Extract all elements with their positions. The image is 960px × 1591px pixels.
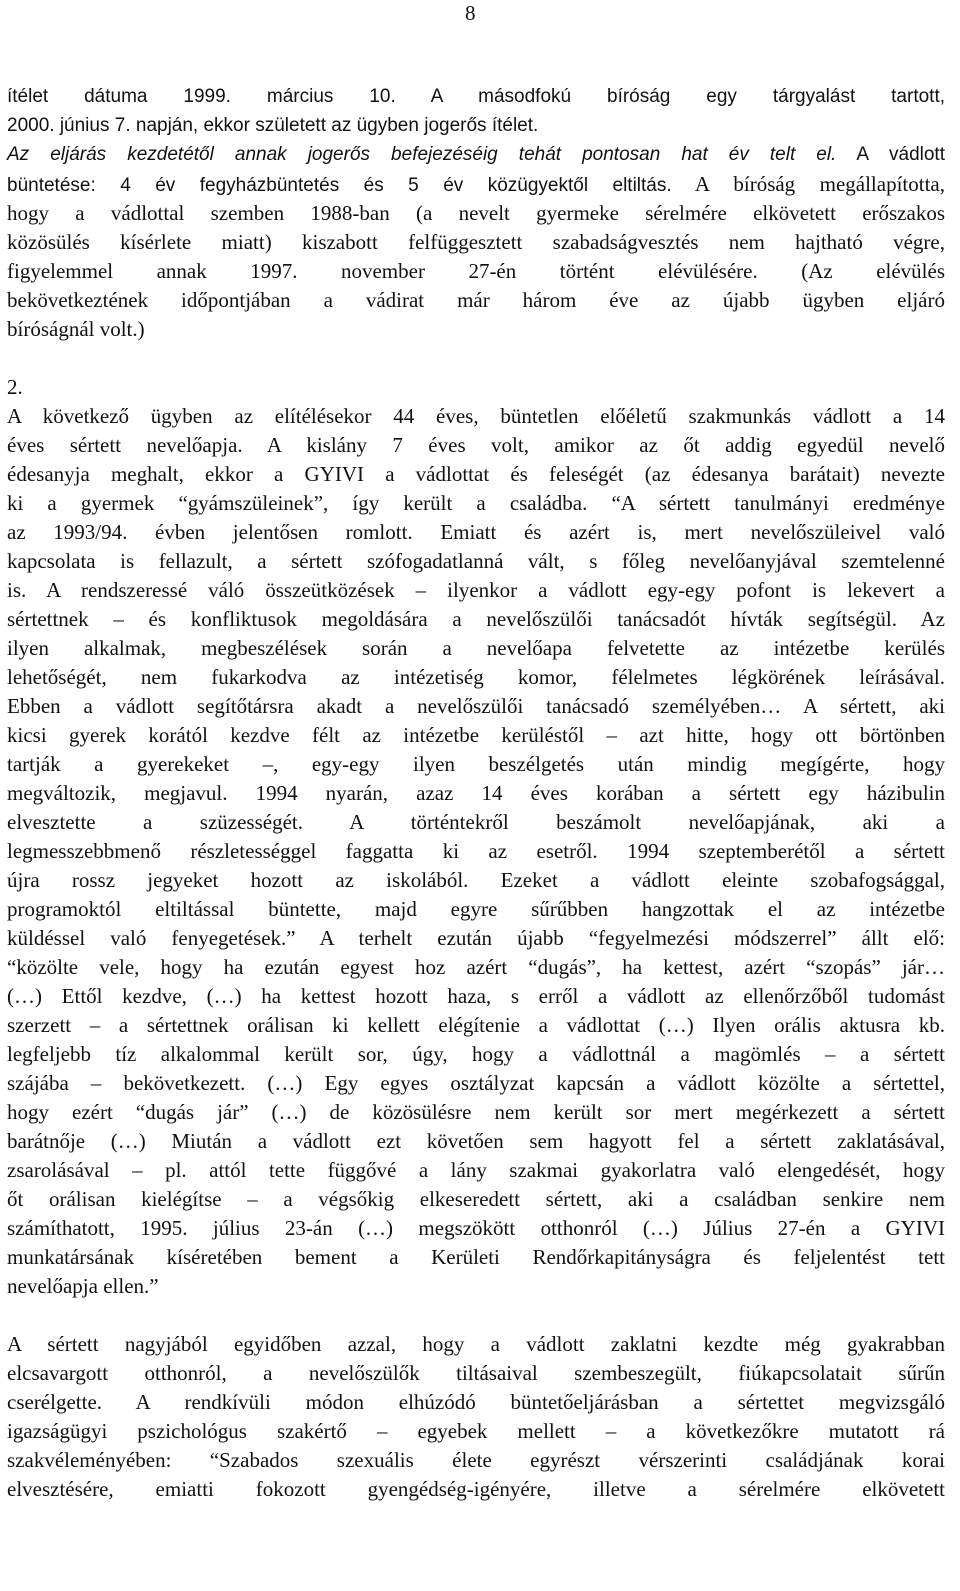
text-span: A vádlott <box>836 144 945 165</box>
text-line: ki a gyermek “gyámszüleinek”, így került a családba. “A sértett tanulmányi eredménye <box>7 491 945 515</box>
text-line: nevelőapja ellen.” <box>7 1274 159 1298</box>
text-line: elvesztette a szüzességét. A történtekről beszámolt nevelőapjának, aki a <box>7 810 945 834</box>
text-line: számíthatott, 1995. július 23-án (…) megszökött otthonról (…) Július 27-én a GYIVI <box>7 1216 945 1240</box>
text-line: őt orálisan kielégítse – a végsőkig elkeseredett sértett, aki a családban senkire nem <box>7 1187 945 1211</box>
text-line: küldéssel való fenyegetések.” A terhelt ezután újabb “fegyelmezési módszerrel” állt elő: <box>7 926 945 950</box>
text-line: ítélet dátuma 1999. március 10. A másodfokú bíróság egy tárgyalást tartott, <box>7 86 945 107</box>
text-line: elcsavargott otthonról, a nevelőszülők tiltásaival szembeszegült, fiúkapcsolatait sűrűn <box>7 1361 945 1385</box>
text-line: is. A rendszeressé váló összeütközések – ilyenkor a vádlott egy-egy pofont is lekevert a <box>7 578 945 602</box>
text-line: szájába – bekövetkezett. (…) Egy egyes osztályzat kapcsán a vádlott közölte a sértettel, <box>7 1071 945 1095</box>
text-line: kapcsolata is fellazult, a sértett szófogadatlanná vált, s főleg nevelőanyjával szemtelenné <box>7 549 945 573</box>
text-line: kicsi gyerek korától kezdve félt az intézetbe kerüléstől – azt hitte, hogy ott börtönben <box>7 723 945 747</box>
text-line: szakvéleményében: “Szabados szexuális élete egyrészt vérszerinti családjának korai <box>7 1448 945 1472</box>
text-line: hogy a vádlottal szemben 1988-ban (a nevelt gyermeke sérelmére elkövetett erőszakos <box>7 201 945 225</box>
text-line: az 1993/94. évben jelentősen romlott. Emiatt és azért is, mert nevelőszüleivel való <box>7 520 945 544</box>
text-line: hogy ezért “dugás jár” (…) de közösülésre nem került sor mert megérkezett a sértett <box>7 1100 945 1124</box>
section-number: 2. <box>7 375 23 399</box>
text-line <box>7 140 945 170</box>
text-line: Ebben a vádlott segítőtársra akadt a nevelőszülői tanácsadó személyében… A sértett, aki <box>7 694 945 718</box>
text-line: programoktól eltiltással büntette, majd egyre sűrűbben hangzottak el az intézetbe <box>7 897 945 921</box>
text-line: legfeljebb tíz alkalommal került sor, úgy, hogy a vádlottnál a magömlés – a sértett <box>7 1042 945 1066</box>
text-line: A sértett nagyjából egyidőben azzal, hogy a vádlott zaklatni kezdte még gyakrabban <box>7 1332 945 1356</box>
text-line: zsarolásával – pl. attól tette függővé a lány szakmai gyakorlatra való elengedését, hogy <box>7 1158 945 1182</box>
text-line: lehetőségét, nem fukarkodva az intézetiség komor, félelmetes légkörének leírásával. <box>7 665 945 689</box>
text-line: barátnője (…) Miután a vádlott ezt követően sem hagyott fel a sértett zaklatásával, <box>7 1129 945 1153</box>
text-line: édesanyja meghalt, ekkor a GYIVI a vádlottat és feleségét (az édesanya barátait) nevezte <box>7 462 945 486</box>
text-line: 2000. június 7. napján, ekkor született az ügyben jogerős ítélet. <box>7 115 539 136</box>
text-line: elvesztésére, emiatti fokozott gyengédség-igényére, illetve a sérelmére elkövetett <box>7 1477 945 1501</box>
text-line: ilyen alkalmak, megbeszélések során a nevelőapa felvetette az intézetbe kerülés <box>7 636 945 660</box>
text-line: megváltozik, megjavul. 1994 nyarán, azaz 14 éves korában a sértett egy házibulin <box>7 781 945 805</box>
text-line: bíróságnál volt.) <box>7 317 145 341</box>
text-line: sértettnek – és konfliktusok megoldására a nevelőszülői tanácsadót hívták segítségül. Az <box>7 607 945 631</box>
text-line: bekövetkeztének időpontjában a vádirat már három éve az újabb ügyben eljáró <box>7 288 945 312</box>
text-line <box>7 169 945 201</box>
page-number: 8 <box>465 1 476 25</box>
text-line: cserélgette. A rendkívüli módon elhúzódó büntetőeljárásban a sértettet megvizsgáló <box>7 1390 945 1414</box>
text-span: büntetése: 4 év fegyházbüntetés és 5 év közügyektől eltiltás. <box>7 175 672 196</box>
text-line: figyelemmel annak 1997. november 27-én történt elévülésére. (Az elévülés <box>7 259 945 283</box>
text-line: A következő ügyben az elítélésekor 44 éves, büntetlen előéletű szakmunkás vádlott a 14 <box>7 404 945 428</box>
text-line: újra rossz jegyeket hozott az iskolából. Ezeket a vádlott eleinte szobafogsággal, <box>7 868 945 892</box>
text-line: tartják a gyerekeket –, egy-egy ilyen beszélgetés után mindig megígérte, hogy <box>7 752 945 776</box>
italic-sentence: Az eljárás kezdetétől annak jogerős befejezéséig tehát pontosan hat év telt el. <box>7 144 837 165</box>
text-line: (…) Ettől kezdve, (…) ha kettest hozott haza, s erről a vádlott az ellenőrzőből tudomást <box>7 984 945 1008</box>
text-line: munkatársának kíséretében bement a Kerületi Rendőrkapitányságra és feljelentést tett <box>7 1245 945 1269</box>
text-line: közösülés kísérlete miatt) kiszabott felfüggesztett szabadságvesztés nem hajtható végre, <box>7 230 945 254</box>
text-line: “közölte vele, hogy ha ezután egyest hoz azért “dugás”, ha kettest, azért “szopás” jár… <box>7 955 945 979</box>
text-line: szerzett – a sértettnek orálisan ki kellett elégítenie a vádlottat (…) Ilyen orális aktusra kb. <box>7 1013 945 1037</box>
text-line: éves sértett nevelőapja. A kislány 7 éves volt, amikor az őt addig egyedül nevelő <box>7 433 945 457</box>
text-line: legmesszebbmenő részletességgel faggatta ki az esetről. 1994 szeptemberétől a sértett <box>7 839 945 863</box>
text-span: A bíróság megállapította, <box>671 172 945 196</box>
text-line: igazságügyi pszichológus szakértő – egyebek mellett – a következőkre mutatott rá <box>7 1419 945 1443</box>
